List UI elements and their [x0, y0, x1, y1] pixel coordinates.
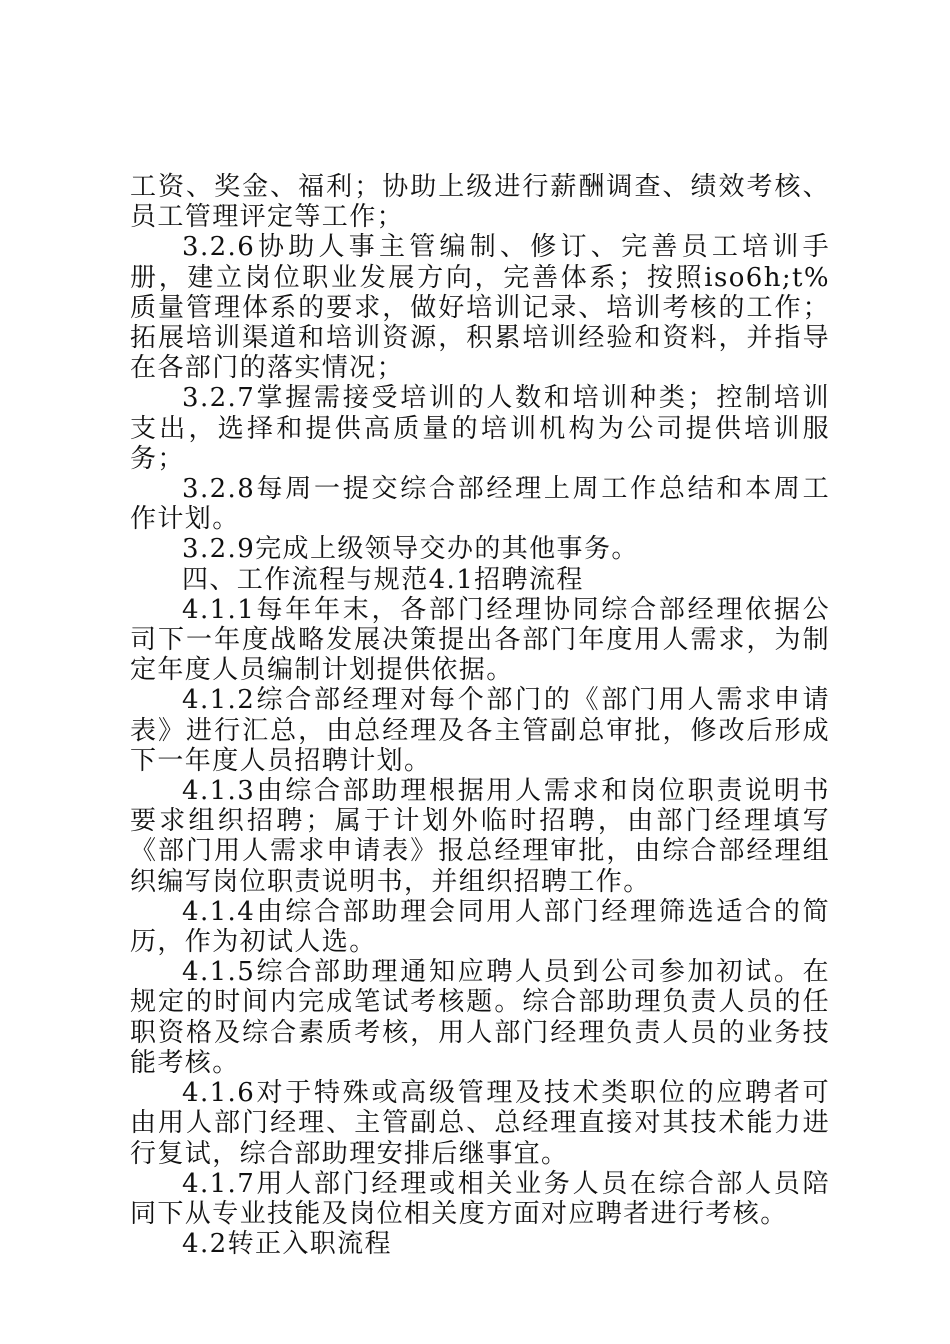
paragraph-4-1-5: 4.1.5综合部助理通知应聘人员到公司参加初试。在规定的时间内完成笔试考核题。综合部助理负责人员的任职资格及综合素质考核，用人部门经理负责人员的业务技能考核。	[130, 957, 830, 1078]
section-heading-onboarding: 4.2转正入职流程	[182, 1229, 392, 1260]
paragraph-4-1-1: 4.1.1每年年末，各部门经理协同综合部经理依据公司下一年度战略发展决策提出各部门年度用人需求，为制定年度人员编制计划提供依据。	[130, 594, 830, 686]
paragraph-4-1-6: 4.1.6对于特殊或高级管理及技术类职位的应聘者可由用人部门经理、主管副总、总经理直接对其技术能力进行复试，综合部助理安排后继事宜。	[130, 1078, 830, 1169]
document-body	[130, 172, 830, 1259]
section-heading-workflow: 四、工作流程与规范4.1招聘流程	[182, 564, 584, 595]
paragraph-4-1-7: 4.1.7用人部门经理或相关业务人员在综合部人员陪同下从专业技能及岗位相关度方面对应聘者进行考核。	[130, 1168, 830, 1229]
paragraph-3-2-8: 3.2.8每周一提交综合部经理上周工作总结和本周工作计划。	[130, 474, 830, 535]
paragraph-salary-duties: 工资、奖金、福利；协助上级进行薪酬调查、绩效考核、员工管理评定等工作；	[130, 172, 830, 233]
paragraph-3-2-7: 3.2.7掌握需接受培训的人数和培训种类；控制培训支出，选择和提供高质量的培训机构为公司提供培训服务；	[130, 383, 830, 474]
paragraph-4-1-3: 4.1.3由综合部助理根据用人需求和岗位职责说明书要求组织招聘；属于计划外临时招聘，由部门经理填写《部门用人需求申请表》报总经理审批，由综合部经理组织编写岗位职责说明书，并组织招聘工作。	[130, 776, 830, 897]
paragraph-3-2-6: 3.2.6协助人事主管编制、修订、完善员工培训手册，建立岗位职业发展方向，完善体系；按照iso6h;t%质量管理体系的要求，做好培训记录、培训考核的工作；拓展培训渠道和培训资源，积累培训经验和资料，并指导在各部门的落实情况；	[130, 232, 830, 384]
paragraph-3-2-9: 3.2.9完成上级领导交办的其他事务。	[182, 534, 639, 565]
paragraph-4-1-2: 4.1.2综合部经理对每个部门的《部门用人需求申请表》进行汇总，由总经理及各主管副总审批，修改后形成下一年度人员招聘计划。	[130, 685, 830, 776]
paragraph-4-1-4: 4.1.4由综合部助理会同用人部门经理筛选适合的简历，作为初试人选。	[130, 896, 830, 958]
